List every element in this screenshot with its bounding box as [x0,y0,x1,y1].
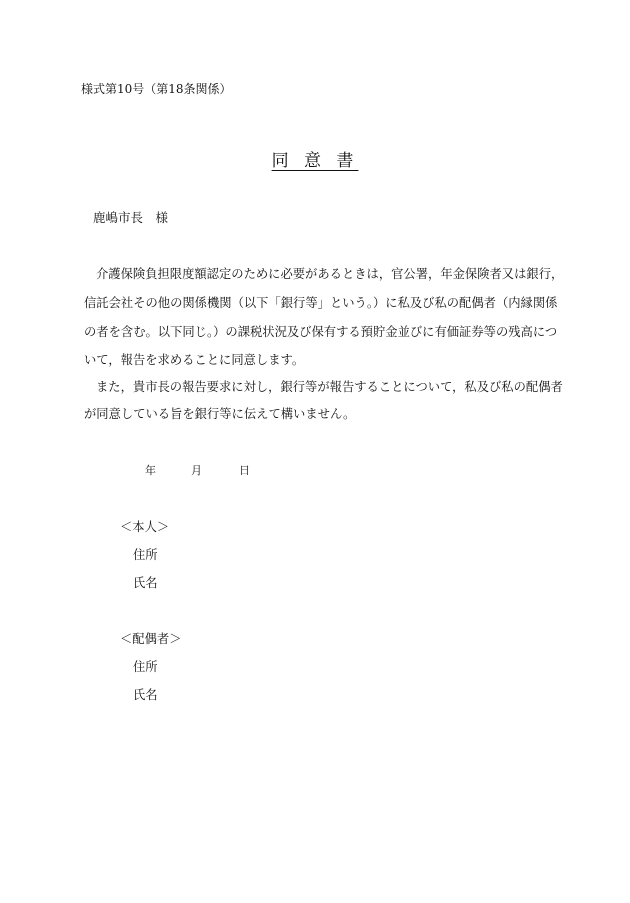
document-title: 同 意 書 [271,151,359,171]
spouse-heading: ＜配偶者＞ [120,632,182,646]
body-line-1: 介護保険負担限度額認定のために必要があるときは，官公署，年金保険者又は銀行， [96,267,564,281]
spouse-address-label: 住所 [133,660,158,674]
document-title-container [0,146,630,171]
date-year-label: 年 [145,464,156,477]
date-day-label: 日 [239,464,250,477]
addressee: 鹿嶋市長 様 [93,210,169,225]
body-line-5: また，貴市長の報告要求に対し，銀行等が報告することについて，私及び私の配偶者 [96,380,563,394]
body-line-3: の者を含む。以下同じ。）の課税状況及び保有する預貯金並びに有価証券等の残高につ [84,325,558,339]
principal-name-label: 氏名 [133,576,158,590]
principal-heading: ＜本人＞ [120,520,170,534]
body-line-2: 信託会社その他の関係機関（以下「銀行等」という。）に私及び私の配偶者（内縁関係 [84,296,558,310]
principal-address-label: 住所 [133,548,158,562]
spouse-name-label: 氏名 [133,688,158,702]
form-number: 様式第10号（第18条関係） [81,82,232,96]
date-month-label: 月 [191,464,202,477]
body-line-4: いて，報告を求めることに同意します。 [84,353,305,367]
body-line-6: が同意している旨を銀行等に伝えて構いません。 [84,407,356,421]
